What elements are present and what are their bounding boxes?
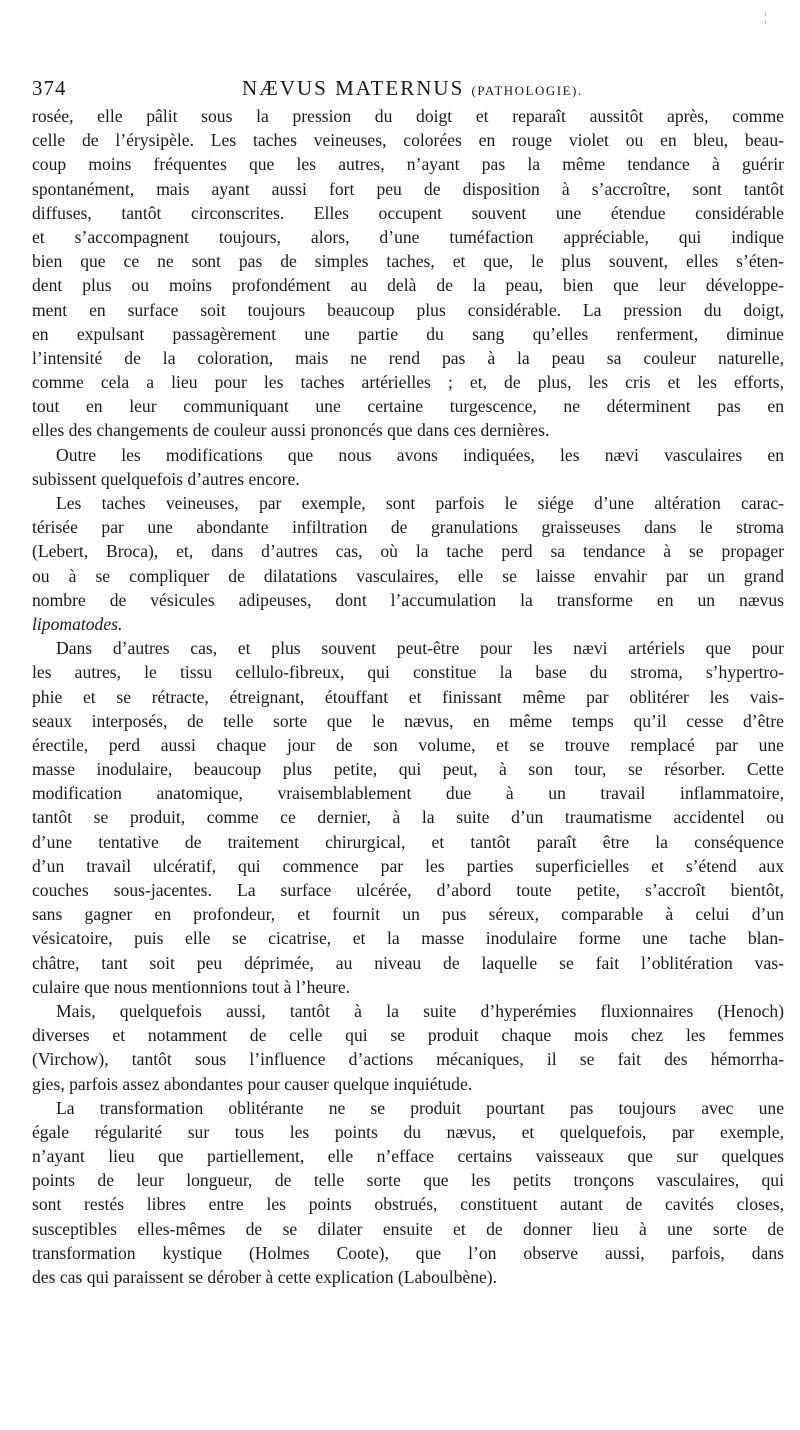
text-line: modification anatomique, vraisemblablement due à un travail inflammatoire,: [32, 783, 784, 804]
running-title: [242, 76, 583, 101]
text-line: égale régularité sur tous les points du nævus, et quelquefois, par exemple,: [32, 1121, 784, 1142]
text-line: elles des changements de couleur aussi prononcés que dans ces dernières.: [32, 420, 550, 441]
text-line: d’un travail ulcératif, qui commence par les parties superficielles et s’étend aux: [32, 855, 784, 876]
running-header: [32, 76, 772, 104]
text-line: Dans d’autres cas, et plus souvent peut-être pour les nævi artériels que pour: [56, 638, 784, 659]
text-line: comme cela a lieu pour les taches artérielles ; et, de plus, les cris et les efforts,: [32, 372, 784, 393]
text-line: culaire que nous mentionnions tout à l’heure.: [32, 976, 351, 997]
text-line: n’ayant lieu que partiellement, elle n’efface certains vaisseaux que sur quelques: [32, 1146, 784, 1167]
running-title-main: NÆVUS MATERNUS: [242, 76, 465, 100]
text-line: coup moins fréquentes que les autres, n’ayant pas la même tendance à guérir: [32, 154, 784, 175]
text-line: d’une tentative de traitement chirurgical, et tantôt paraît être la conséquence: [32, 831, 784, 852]
text-line: spontanément, mais ayant aussi fort peu de disposition à s’accroître, sont tantôt: [32, 178, 784, 199]
text-line: érectile, perd aussi chaque jour de son volume, et se trouve remplacé par une: [32, 734, 784, 755]
text-line: phie et se rétracte, étreignant, étouffant et finissant même par oblitérer les vais-: [32, 686, 784, 707]
text-line: diverses et notamment de celle qui se produit chaque mois chez les femmes: [32, 1025, 784, 1046]
text-line: Outre les modifications que nous avons indiquées, les nævi vasculaires en: [56, 444, 784, 465]
text-line: bien que ce ne sont pas de simples taches, et que, le plus souvent, elles s’éten-: [32, 251, 784, 272]
text-line: térisée par une abondante infiltration de granulations graisseuses dans le stroma: [32, 517, 784, 538]
text-line: susceptibles elles-mêmes de se dilater ensuite et de donner lieu à une sorte de: [32, 1218, 784, 1239]
text-line: Les taches veineuses, par exemple, sont parfois le siége d’une altération carac-: [56, 493, 784, 513]
text-line: masse inodulaire, beaucoup plus petite, qui peut, à son tour, se résorber. Cette: [32, 759, 784, 780]
paragraph: [32, 999, 784, 1096]
text-line: et s’accompagnent toujours, alors, d’une tuméfaction appréciable, qui indique: [32, 226, 784, 247]
paragraph: [32, 443, 784, 491]
text-line: La transformation oblitérante ne se produit pourtant pas toujours avec une: [56, 1097, 784, 1118]
text-line: Mais, quelquefois aussi, tantôt à la suite d’hyperémies fluxionnaires (Henoch): [56, 1000, 784, 1021]
text-line: rosée, elle pâlit sous la pression du doigt et reparaît aussitôt après, comme: [32, 106, 784, 126]
text-line: points de leur longueur, de telle sorte que les petits tronçons vasculaires, qui: [32, 1170, 784, 1191]
text-line: gies, parfois assez abondantes pour causer quelque inquiétude.: [32, 1073, 473, 1094]
text-line: vésicatoire, puis elle se cicatrise, et la masse inodulaire forme une tache blan-: [32, 928, 784, 949]
text-line: les autres, le tissu cellulo-fibreux, qui constitue la base du stroma, s’hypertro-: [32, 662, 784, 683]
page-number: 374: [32, 76, 67, 100]
text-line: ment en surface soit toujours beaucoup plus considérable. La pression du doigt,: [32, 299, 784, 320]
text-line: ou à se compliquer de dilatations vasculaires, elle se laisse envahir par un grand: [32, 565, 784, 586]
text-line: sans gagner en profondeur, et fournit un pus séreux, comparable à celui d’un: [32, 904, 784, 925]
text-line: dent plus ou moins profondément au delà de la peau, bien que leur développe-: [32, 275, 784, 296]
paragraph: [32, 1096, 784, 1290]
margin-mark: ¦: [764, 10, 767, 25]
paragraph: [32, 636, 784, 999]
text-line: nombre de vésicules adipeuses, dont l’accumulation la transforme en un nævus: [32, 589, 784, 610]
text-line: l’intensité de la coloration, mais ne rend pas à la peau sa couleur naturelle,: [32, 347, 784, 368]
paragraph: [32, 104, 784, 443]
text-line: châtre, tant soit peu déprimée, au niveau de laquelle se fait l’oblitération vas-: [32, 952, 784, 973]
text-line: celle de l’érysipèle. Les taches veineuses, colorées en rouge violet ou en bleu, beau-: [32, 130, 784, 151]
body-text: [32, 104, 784, 1289]
running-title-sub: (PATHOLOGIE).: [471, 83, 583, 98]
text-line: transformation kystique (Holmes Coote), que l’on observe aussi, parfois, dans: [32, 1242, 784, 1263]
text-line: (Lebert, Broca), et, dans d’autres cas, où la tache perd sa tendance à se propager: [32, 541, 784, 562]
paragraph: [32, 491, 784, 636]
text-line: des cas qui paraissent se dérober à cette explication (Laboulbène).: [32, 1267, 498, 1287]
text-line: tantôt se produit, comme ce dernier, à la suite d’un traumatisme accidentel ou: [32, 807, 784, 828]
text-line: (Virchow), tantôt sous l’influence d’actions mécaniques, il se fait des hémorrha-: [32, 1049, 784, 1070]
text-line: subissent quelquefois d’autres encore.: [32, 468, 300, 489]
text-line: couches sous-jacentes. La surface ulcérée, d’abord toute petite, s’accroît bientôt,: [32, 880, 784, 900]
text-line: en expulsant passagèrement une partie du sang qu’elles renferment, diminue: [32, 323, 784, 344]
text-line: diffuses, tantôt circonscrites. Elles occupent souvent une étendue considérable: [32, 202, 784, 223]
text-line: tout en leur communiquant une certaine turgescence, ne déterminent pas en: [32, 396, 784, 417]
text-line: sont restés libres entre les points obstrués, constituent autant de cavités closes,: [32, 1194, 784, 1215]
text-line: seaux interposés, de telle sorte que le nævus, en même temps qu’il cesse d’être: [32, 710, 784, 731]
text-line: lipomatodes.: [32, 613, 123, 634]
